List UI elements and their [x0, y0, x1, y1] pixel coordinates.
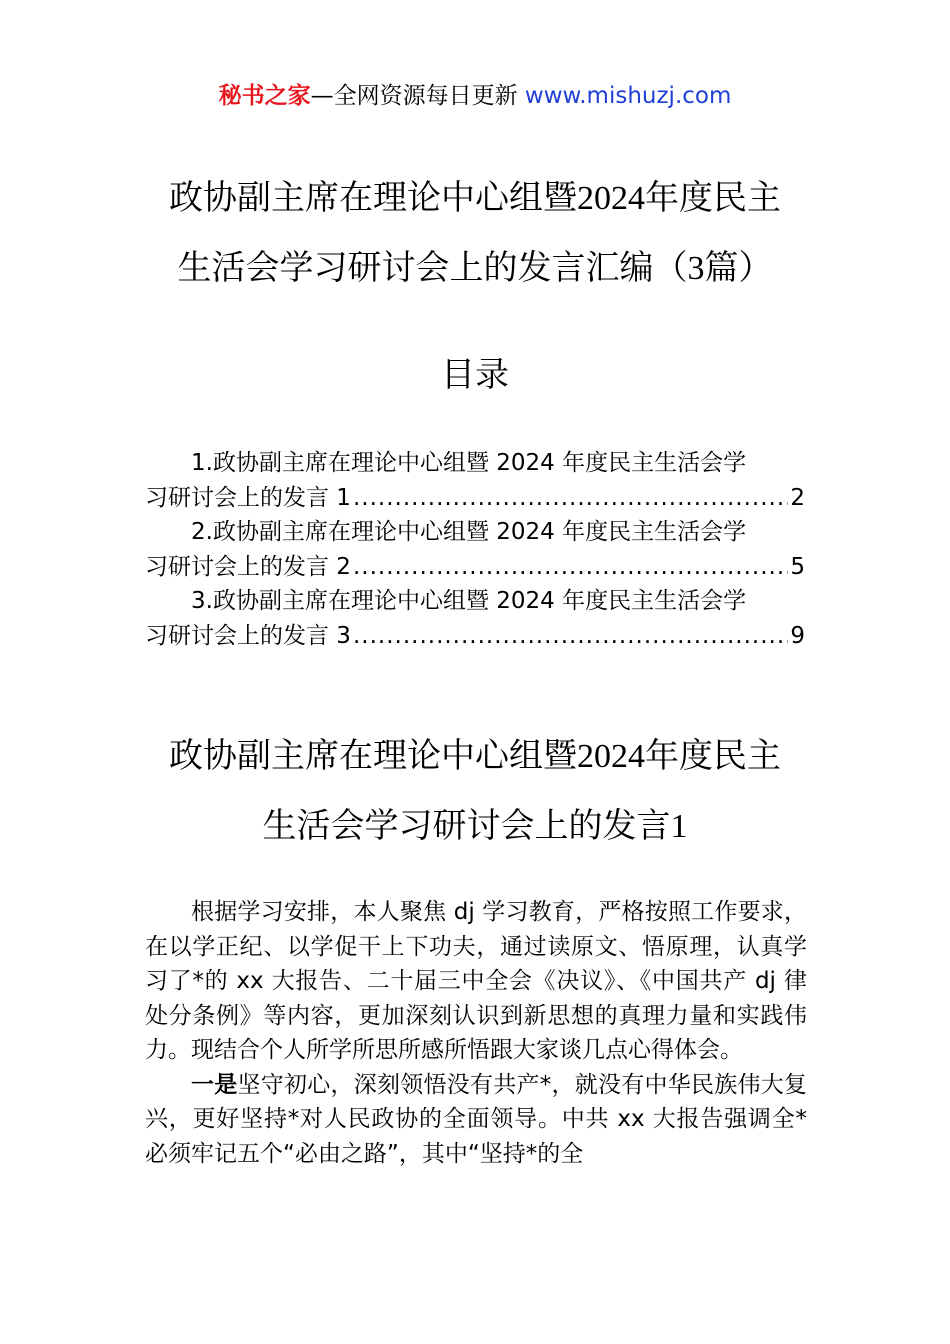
- section-title-line2: [0, 806, 950, 847]
- doc-title-text: 篇）: [704, 248, 773, 288]
- site-tagline: —全网资源每日更新: [310, 83, 525, 109]
- toc-entry-title-cont: 习研讨会上的发言 3: [145, 622, 351, 649]
- site-brand: 秘书之家: [218, 83, 311, 109]
- section-title-text: 政协副主席在理论中心组暨: [169, 736, 577, 776]
- doc-title-text: 生活会学习研讨会上的发言汇编（: [177, 248, 688, 288]
- table-of-contents: [145, 446, 805, 653]
- paragraph-2: [145, 1068, 807, 1172]
- toc-page-number: 9: [790, 622, 805, 649]
- section-title-text: 生活会学习研讨会上的发言: [262, 806, 671, 846]
- toc-entry-title-cont: 习研讨会上的发言 2: [145, 553, 351, 580]
- site-url-link[interactable]: www.mishuzj.com: [524, 83, 732, 109]
- toc-entry-title: 2.政协副主席在理论中心组暨 2024 年度民主生活会学: [191, 519, 747, 545]
- section-title-text: 年度民主: [645, 736, 781, 776]
- toc-entry-3[interactable]: [145, 584, 805, 653]
- document-title-line1: [0, 178, 950, 219]
- doc-title-year: 2024: [577, 180, 645, 217]
- toc-entry-1[interactable]: [145, 446, 805, 515]
- section-title-year: 2024: [577, 738, 645, 775]
- paragraph-text: 坚守初心，深刻领悟没有共产*，就没有中华民族伟大复兴，更好坚持*对人民政协的全面领导。中共 xx 大报告强调全*必须牢记五个“必由之路”，其中“坚持*的全: [145, 1071, 807, 1167]
- toc-page-number: 5: [790, 553, 805, 580]
- doc-title-text: 政协副主席在理论中心组暨: [169, 178, 577, 218]
- toc-leader-dots: [353, 481, 788, 516]
- toc-leader-dots: [353, 550, 788, 585]
- toc-entry-title: 1.政协副主席在理论中心组暨 2024 年度民主生活会学: [191, 450, 747, 476]
- toc-entry-title: 3.政协副主席在理论中心组暨 2024 年度民主生活会学: [191, 588, 747, 614]
- body-text: [145, 895, 807, 1171]
- document-title-line2: [0, 248, 950, 289]
- toc-entry-2[interactable]: [145, 515, 805, 584]
- toc-heading: 目录: [441, 355, 509, 395]
- toc-leader-dots: [353, 619, 788, 654]
- paragraph-1: 根据学习安排，本人聚焦 dj 学习教育，严格按照工作要求，在以学正纪、以学促干上下功夫，通过读原文、悟原理，认真学习了*的 xx 大报告、二十届三中全会《决议》、《中国共产 dj 律处分条例》等内容，更加深刻认识到新思想的真理力量和实践伟力。现结合个人所学所思所感所悟跟大家谈几点心得体会。: [145, 899, 807, 1063]
- paragraph-lead: 一是: [191, 1071, 238, 1098]
- site-header: [0, 80, 950, 112]
- section-title-line1: [0, 736, 950, 777]
- toc-page-number: 2: [790, 484, 805, 511]
- toc-entry-title-cont: 习研讨会上的发言 1: [145, 484, 351, 511]
- section-title-number: 1: [670, 808, 688, 845]
- doc-title-text: 年度民主: [645, 178, 781, 218]
- doc-title-count: 3: [687, 250, 705, 287]
